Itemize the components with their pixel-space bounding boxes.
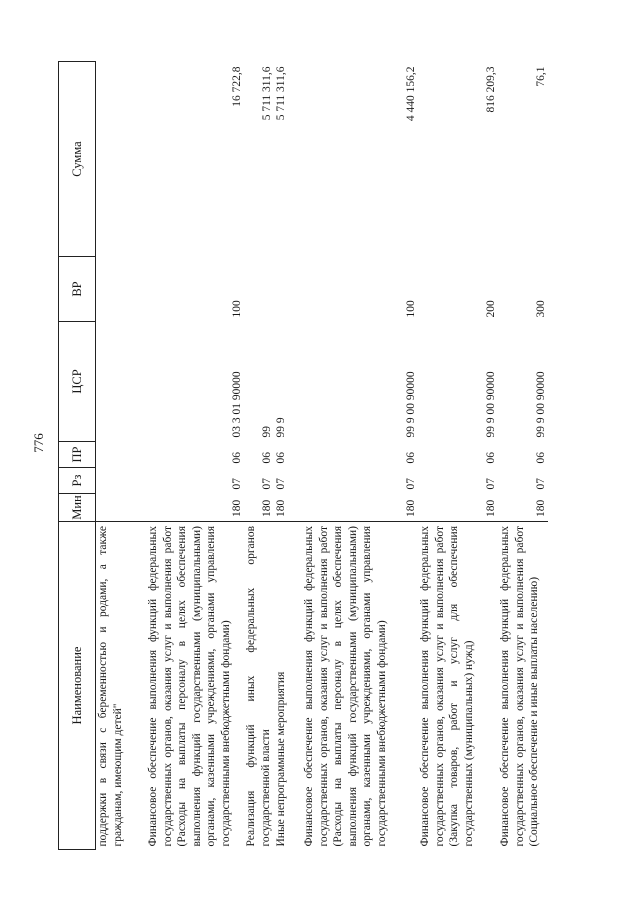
header-pr: ПР [59, 442, 96, 468]
cell-rz: 07 [484, 478, 497, 490]
cell-min: 180 [404, 499, 417, 517]
cell-name: поддержки в связи с беременностью и родами, а также гражданам, имеющим детей" [96, 522, 147, 850]
cell-sum: 4 440 156,2 [404, 66, 417, 122]
cell-min: 180 [484, 499, 497, 517]
table-row [96, 62, 147, 850]
budget-table [58, 61, 548, 850]
cell-min: 180 [275, 499, 287, 517]
table-row [146, 62, 244, 850]
cell-vr: 100 [230, 300, 243, 318]
table-row [418, 62, 498, 850]
header-name: Наименование [59, 522, 96, 850]
header-csr: ЦСР [59, 322, 96, 442]
cell-name: Финансовое обеспечение выполнения функций федеральных государственных органов, оказания услуг и выполнения работ (Социальное обеспечение и иные выплаты населению) [498, 522, 548, 850]
cell-rz: 07 [275, 478, 287, 490]
cell-vr: 100 [404, 300, 417, 318]
cell-vr [274, 257, 302, 322]
cell-csr: 03 3 01 90000 [230, 371, 243, 438]
header-min: Мин [59, 494, 96, 522]
cell-vr: 200 [484, 300, 497, 318]
table-row [274, 62, 302, 850]
cell-pr: 06 [534, 452, 547, 464]
cell-csr: 99 9 00 90000 [534, 371, 547, 438]
cell-min [96, 494, 147, 522]
table-row [498, 62, 548, 850]
cell-min: 180 [230, 499, 243, 517]
cell-name: Финансовое обеспечение выполнения функций федеральных государственных органов, оказания услуг и выполнения работ (Расходы на выплаты персоналу в целях обеспечения выполнения функций государственными (муниципальными) органами, казенными учреждениями, органами управления государственными внебюджетными фондами) [302, 522, 418, 850]
table-header-row [59, 62, 96, 850]
cell-sum: 5 711 311,6 [275, 66, 287, 121]
cell-name: Реализация функций иных федеральных органов государственной власти [244, 522, 274, 850]
cell-sum: 76,1 [534, 66, 547, 87]
cell-rz: 07 [404, 478, 417, 490]
cell-min: 180 [534, 499, 547, 517]
cell-csr: 99 [260, 426, 273, 438]
cell-vr: 300 [534, 300, 547, 318]
cell-vr [244, 257, 274, 322]
header-rz: Рз [59, 468, 96, 494]
cell-sum: 5 711 311,6 [260, 66, 273, 121]
cell-csr: 99 9 [275, 417, 287, 438]
cell-pr [96, 442, 147, 468]
cell-name: Финансовое обеспечение выполнения функций федеральных государственных органов, оказания услуг и выполнения работ (Закупка товаров, работ и услуг для обеспечения государственных (муниципальных) нужд) [418, 522, 498, 850]
cell-pr: 06 [275, 452, 287, 464]
cell-sum [96, 62, 147, 257]
header-sum: Сумма [59, 62, 96, 257]
table-row [302, 62, 418, 850]
rotated-table-container [58, 62, 586, 850]
cell-rz: 07 [534, 478, 547, 490]
cell-sum: 816 209,3 [484, 66, 497, 113]
cell-csr: 99 9 00 90000 [404, 371, 417, 438]
cell-pr: 06 [230, 452, 243, 464]
cell-min: 180 [260, 499, 273, 517]
cell-rz: 07 [260, 478, 273, 490]
cell-sum: 16 722,8 [230, 66, 243, 107]
cell-name: Иные непрограммные мероприятия [274, 522, 302, 850]
cell-rz [96, 468, 147, 494]
cell-vr [96, 257, 147, 322]
cell-pr: 06 [484, 452, 497, 464]
page-number: 776 [31, 433, 46, 453]
cell-name: Финансовое обеспечение выполнения функций федеральных государственных органов, оказания услуг и выполнения работ (Расходы на выплаты персоналу в целях обеспечения выполнения функций государственными (муниципальными) органами, казенными учреждениями, органами управления государственными внебюджетными фондами) [146, 522, 244, 850]
cell-pr: 06 [404, 452, 417, 464]
table-row [244, 62, 274, 850]
cell-csr: 99 9 00 90000 [484, 371, 497, 438]
cell-pr: 06 [260, 452, 273, 464]
cell-rz: 07 [230, 478, 243, 490]
header-vr: ВР [59, 257, 96, 322]
cell-csr [96, 322, 147, 442]
